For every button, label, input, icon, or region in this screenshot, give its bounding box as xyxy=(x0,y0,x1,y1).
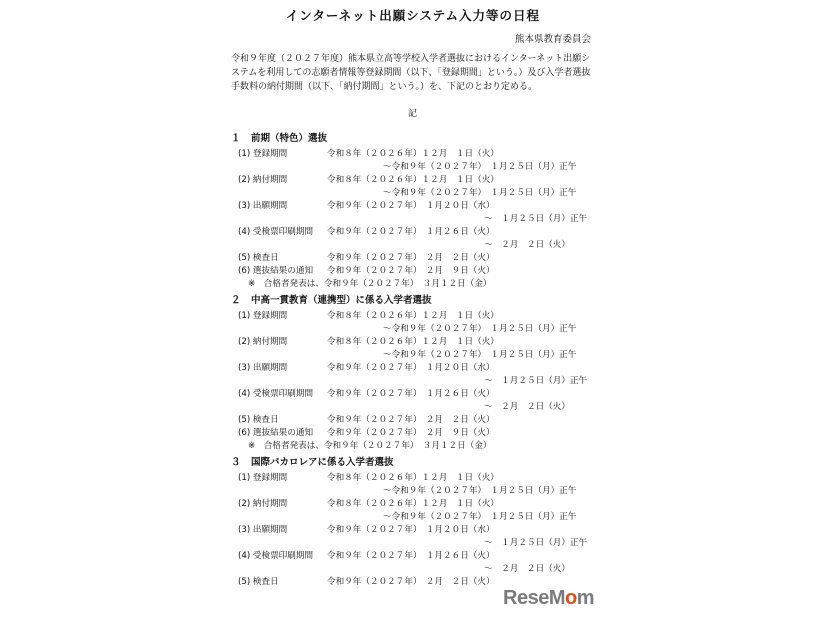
schedule-date: 令和９年（２０２７年） １月２０日（水） xyxy=(327,201,495,211)
schedule-label: (5) 検査日 xyxy=(238,253,279,263)
schedule-date: 令和９年（２０２７年） １月２６日（火） xyxy=(327,227,495,237)
schedule-label: (4) 受検票印刷期間 xyxy=(238,227,314,237)
section-baccalaureate xyxy=(231,455,631,589)
schedule-date: 令和９年（２０２７年） ２月 ２日（火） xyxy=(327,253,495,263)
schedule-row xyxy=(231,265,631,278)
intro-paragraph xyxy=(231,52,609,94)
schedule-row xyxy=(231,187,631,200)
schedule-date-end: ～令和９年（２０２７年） １月２５日（月）正午 xyxy=(383,162,577,172)
schedule-label: (3) 出願期間 xyxy=(238,363,288,373)
announcement-note: ※ 合格者発表は、令和９年（２０２７年） ３月１２日（金） xyxy=(248,279,492,289)
schedule-row xyxy=(231,362,631,375)
schedule-row xyxy=(231,498,631,511)
schedule-row xyxy=(231,336,631,349)
schedule-label: (4) 受検票印刷期間 xyxy=(238,551,314,561)
schedule-label: (4) 受検票印刷期間 xyxy=(238,389,314,399)
schedule-label: (2) 納付期間 xyxy=(238,337,288,347)
schedule-date-end: ～ ２月 ２日（火） xyxy=(484,564,570,574)
section-chukou-ikkan xyxy=(231,293,631,453)
section-number: ２ xyxy=(231,295,241,306)
schedule-date-end: ～ ２月 ２日（火） xyxy=(484,402,570,412)
schedule-row xyxy=(231,440,631,453)
schedule-row xyxy=(231,401,631,414)
schedule-row xyxy=(231,414,631,427)
schedule-date: 令和９年（２０２７年） １月２６日（火） xyxy=(327,551,495,561)
schedule-row xyxy=(231,485,631,498)
schedule-label: (6) 選抜結果の通知 xyxy=(238,428,314,438)
section-title: 中高一貫教育（連携型）に係る入学者選抜 xyxy=(251,295,432,306)
schedule-row xyxy=(231,310,631,323)
intro-line: 手数料の納付期間（以下、「納付期間」という。）を、下記のとおり定める。 xyxy=(231,82,538,92)
schedule-date-end: ～ １月２５日（月）正午 xyxy=(484,214,588,224)
schedule-date: 令和８年（２０２６年）１２月 １日（火） xyxy=(327,311,499,321)
section-title: 国際バカロレアに係る入学者選抜 xyxy=(251,457,394,468)
schedule-row xyxy=(231,388,631,401)
schedule-date: 令和８年（２０２６年）１２月 １日（火） xyxy=(327,473,499,483)
resemom-logo: ReseMom xyxy=(503,587,594,609)
schedule-row xyxy=(231,148,631,161)
schedule-row xyxy=(231,161,631,174)
intro-line: 令和９年度（２０２７年度）熊本県立高等学校入学者選抜におけるインターネット出願シ xyxy=(231,54,591,64)
schedule-row xyxy=(231,427,631,440)
schedule-label: (1) 登録期間 xyxy=(238,149,288,159)
section-heading xyxy=(231,293,631,308)
schedule-date: 令和９年（２０２７年） １月２０日（水） xyxy=(327,525,495,535)
schedule-date-end: ～令和９年（２０２７年） １月２５日（月）正午 xyxy=(383,350,577,360)
schedule-row xyxy=(231,213,631,226)
schedule-row xyxy=(231,239,631,252)
schedule-date-end: ～ ２月 ２日（火） xyxy=(484,240,570,250)
section-number: １ xyxy=(231,133,241,144)
schedule-label: (6) 選抜結果の通知 xyxy=(238,266,314,276)
schedule-row xyxy=(231,550,631,563)
schedule-row xyxy=(231,375,631,388)
schedule-row xyxy=(231,511,631,524)
schedule-date: 令和９年（２０２７年） １月２０日（水） xyxy=(327,363,495,373)
section-zenki xyxy=(231,131,631,291)
schedule-row xyxy=(231,472,631,485)
section-number: ３ xyxy=(231,457,241,468)
schedule-row xyxy=(231,252,631,265)
schedule-label: (2) 納付期間 xyxy=(238,175,288,185)
schedule-row xyxy=(231,174,631,187)
schedule-label: (5) 検査日 xyxy=(238,577,279,587)
schedule-date-end: ～ １月２５日（月）正午 xyxy=(484,538,588,548)
schedule-date-end: ～令和９年（２０２７年） １月２５日（月）正午 xyxy=(383,324,577,334)
schedule-date: 令和９年（２０２７年） １月２６日（火） xyxy=(327,389,495,399)
schedule-date: 令和８年（２０２６年）１２月 １日（火） xyxy=(327,499,499,509)
schedule-label: (3) 出願期間 xyxy=(238,201,288,211)
schedule-row xyxy=(231,200,631,213)
schedule-row xyxy=(231,323,631,336)
schedule-date-end: ～ １月２５日（月）正午 xyxy=(484,376,588,386)
schedule-row xyxy=(231,537,631,550)
schedule-label: (2) 納付期間 xyxy=(238,499,288,509)
schedule-date-end: ～令和９年（２０２７年） １月２５日（月）正午 xyxy=(383,188,577,198)
document-title: インターネット出願システム入力等の日程 xyxy=(285,8,541,23)
schedule-row xyxy=(231,349,631,362)
schedule-date: 令和９年（２０２７年） ２月 ２日（火） xyxy=(327,415,495,425)
schedule-date: 令和８年（２０２６年）１２月 １日（火） xyxy=(327,175,499,185)
section-heading xyxy=(231,131,631,146)
schedule-row xyxy=(231,524,631,537)
schedule-label: (1) 登録期間 xyxy=(238,473,288,483)
schedule-date: 令和９年（２０２７年） ２月 ９日（火） xyxy=(327,266,495,276)
schedule-date: 令和８年（２０２６年）１２月 １日（火） xyxy=(327,149,499,159)
schedule-label: (5) 検査日 xyxy=(238,415,279,425)
schedule-date: 令和９年（２０２７年） ２月 ２日（火） xyxy=(327,577,495,587)
schedule-row xyxy=(231,226,631,239)
schedule-row xyxy=(231,563,631,576)
schedule-label: (3) 出願期間 xyxy=(238,525,288,535)
section-title: 前期（特色）選抜 xyxy=(251,133,328,144)
schedule-date-end: ～令和９年（２０２７年） １月２５日（月）正午 xyxy=(383,486,577,496)
organization-name: 熊本県教育委員会 xyxy=(514,34,591,45)
section-heading xyxy=(231,455,631,470)
schedule-date: 令和８年（２０２６年）１２月 １日（火） xyxy=(327,337,499,347)
schedule-label: (1) 登録期間 xyxy=(238,311,288,321)
schedule-date: 令和９年（２０２７年） ２月 ９日（火） xyxy=(327,428,495,438)
ki-heading: 記 xyxy=(408,109,418,119)
schedule-row xyxy=(231,278,631,291)
schedule-date-end: ～令和９年（２０２７年） １月２５日（月）正午 xyxy=(383,512,577,522)
announcement-note: ※ 合格者発表は、令和９年（２０２７年） ３月１２日（金） xyxy=(248,441,492,451)
intro-line: ステムを利用しての志願者情報等登録期間（以下、「登録期間」という。）及び入学者選抜 xyxy=(231,68,591,78)
